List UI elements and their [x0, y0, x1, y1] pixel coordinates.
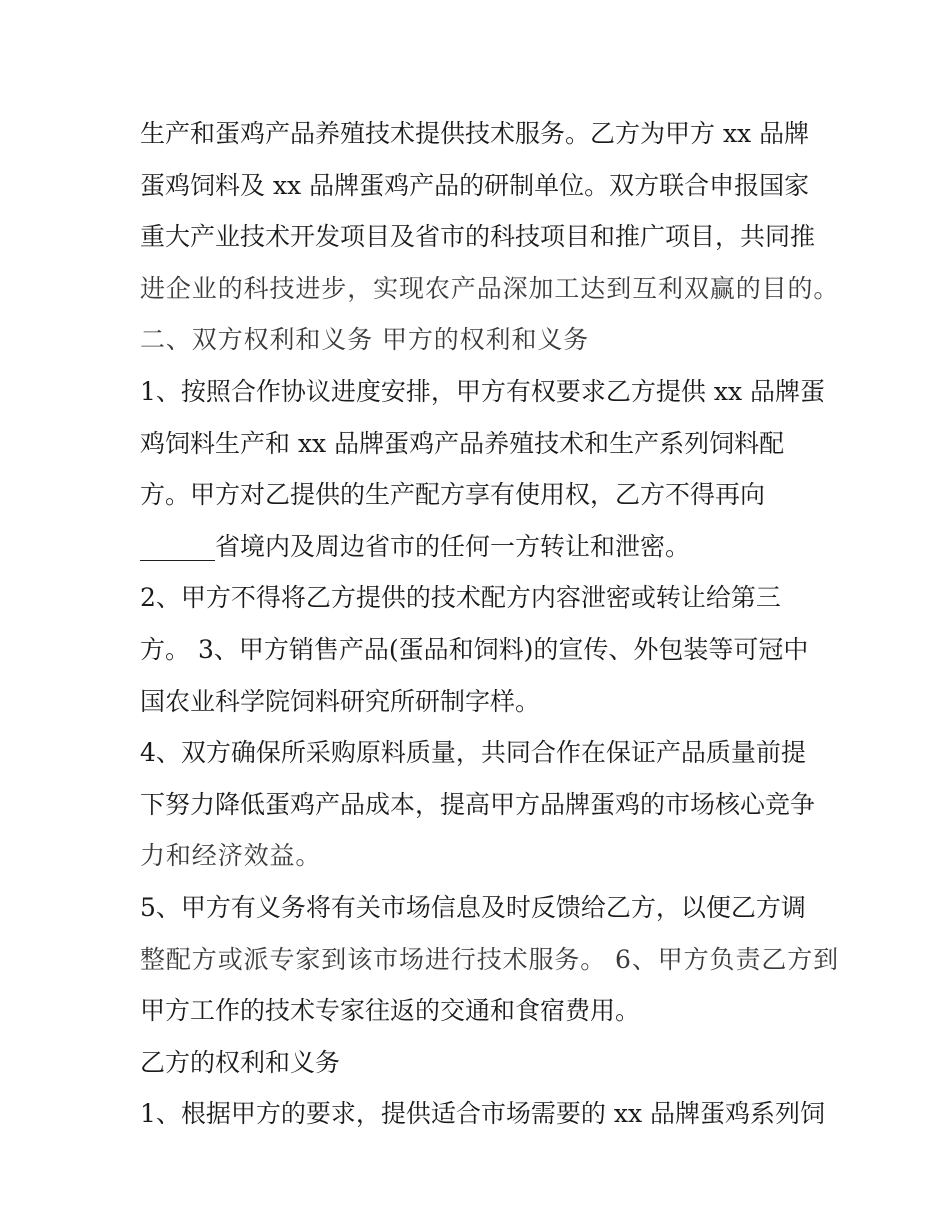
text-line: 力和经济效益。 — [140, 841, 322, 871]
section-heading: 乙方的权利和义务 — [140, 1047, 341, 1077]
text-line: 4、双方确保所采购原料质量，共同合作在保证产品质量前提 — [140, 738, 806, 768]
text-line: 整配方或派专家到该市场进行技术服务。 6、甲方负责乙方到 — [140, 944, 840, 974]
document-body — [140, 108, 840, 1140]
text-line: 方。甲方对乙提供的生产配方享有使用权，乙方不得再向 — [140, 480, 766, 510]
text-line: 1、根据甲方的要求，提供适合市场需要的 xx 品牌蛋鸡系列饲 — [140, 1099, 825, 1129]
section-heading: 二、双方权利和义务 甲方的权利和义务 — [140, 325, 590, 355]
text-line: 5、甲方有义务将有关市场信息及时反馈给乙方，以便乙方调 — [140, 892, 806, 922]
text-line: 2、甲方不得将乙方提供的技术配方内容泄密或转让给第三 — [140, 583, 781, 613]
text-line: 鸡饲料生产和 xx 品牌蛋鸡产品养殖技术和生产系列饲料配 — [140, 428, 785, 458]
text-line: 方。 3、甲方销售产品(蛋品和饲料)的宣传、外包装等可冠中 — [140, 634, 809, 664]
text-line: 生产和蛋鸡产品养殖技术提供技术服务。乙方为甲方 xx 品牌 — [140, 119, 810, 148]
text-line: ______省境内及周边省市的任何一方转让和泄密。 — [140, 531, 691, 561]
text-line: 进企业的科技进步，实现农产品深加工达到互利双赢的目的。 — [140, 273, 840, 303]
text-line: 蛋鸡饲料及 xx 品牌蛋鸡产品的研制单位。双方联合申报国家 — [140, 170, 810, 200]
text-line: 甲方工作的技术专家往返的交通和食宿费用。 — [140, 996, 641, 1026]
text-line: 下努力降低蛋鸡产品成本，提高甲方品牌蛋鸡的市场核心竞争 — [140, 789, 816, 819]
text-line: 1、按照合作协议进度安排，甲方有权要求乙方提供 xx 品牌蛋 — [140, 376, 825, 406]
text-line: 国农业科学院饲料研究所研制字样。 — [140, 686, 541, 716]
text-line: 重大产业技术开发项目及省市的科技项目和推广项目，共同推 — [140, 222, 816, 252]
